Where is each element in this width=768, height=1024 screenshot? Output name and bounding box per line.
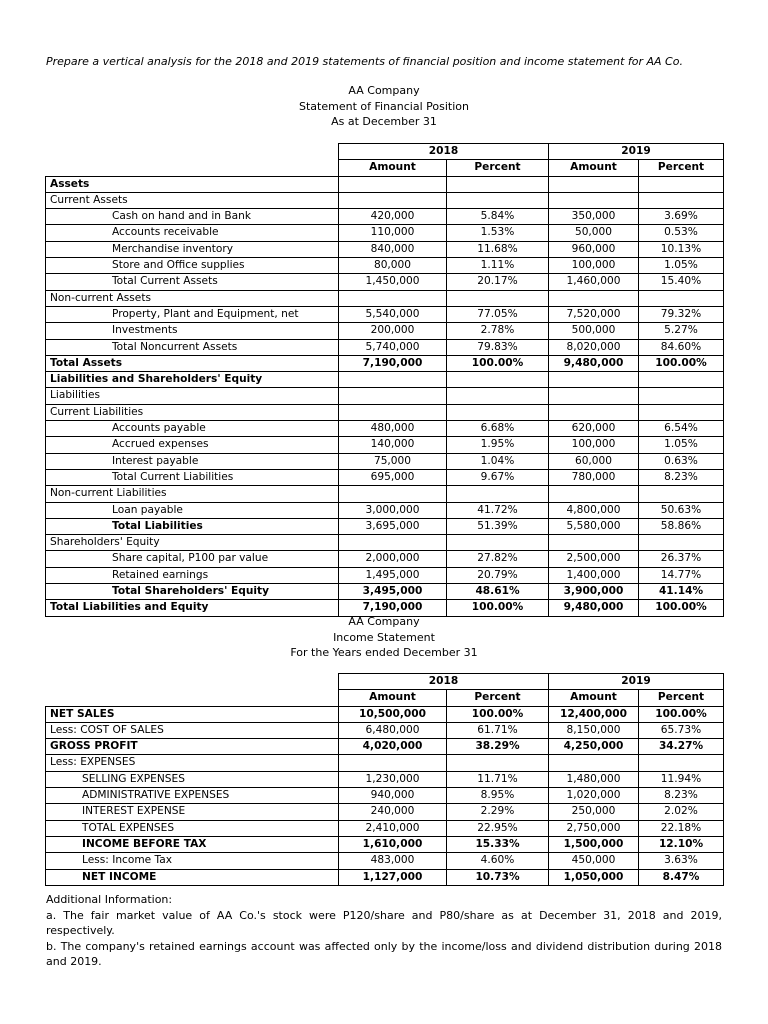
- percent-2018-cell: 1.04%: [447, 453, 549, 469]
- percent-2018-cell: 48.61%: [447, 584, 549, 600]
- additional-item-a: a. The fair market value of AA Co.'s stock were P120/share and P80/share as at December 31, 2018 and 2019, respectively.: [46, 908, 722, 937]
- amount-2018-cell: [339, 755, 447, 771]
- percent-2018-cell: 1.11%: [447, 258, 549, 274]
- amount-2019-cell: [549, 486, 639, 502]
- sfp-heading: [0, 83, 768, 130]
- amount-2019-cell: 1,020,000: [549, 788, 639, 804]
- is-percent-header-2018: Percent: [447, 690, 549, 706]
- additional-heading: Additional Information:: [46, 893, 173, 906]
- amount-2018-cell: 695,000: [339, 469, 447, 485]
- table-row: [46, 804, 724, 820]
- sfp-title: Statement of Financial Position: [299, 99, 469, 113]
- amount-2018-cell: [339, 192, 447, 208]
- percent-2018-cell: [447, 290, 549, 306]
- is-heading: [0, 614, 768, 661]
- percent-2019-cell: 3.63%: [639, 853, 724, 869]
- percent-2018-cell: 5.84%: [447, 209, 549, 225]
- percent-2018-cell: 79.83%: [447, 339, 549, 355]
- percent-2019-cell: [639, 388, 724, 404]
- percent-2019-cell: 8.47%: [639, 869, 724, 885]
- percent-2018-cell: 20.17%: [447, 274, 549, 290]
- row-label: Merchandise inventory: [46, 241, 339, 257]
- table-row: [46, 535, 724, 551]
- amount-2019-cell: 2,500,000: [549, 551, 639, 567]
- amount-2018-cell: 4,020,000: [339, 739, 447, 755]
- amount-2018-cell: [339, 404, 447, 420]
- row-label: INCOME BEFORE TAX: [46, 836, 339, 852]
- amount-2019-cell: 620,000: [549, 421, 639, 437]
- table-row: [46, 372, 724, 388]
- percent-header-2019: Percent: [639, 160, 724, 176]
- table-row: [46, 421, 724, 437]
- table-row: [46, 567, 724, 583]
- sfp-date: As at December 31: [331, 115, 437, 128]
- table-row: [46, 209, 724, 225]
- is-amount-header-2018: Amount: [339, 690, 447, 706]
- percent-2019-cell: 100.00%: [639, 706, 724, 722]
- table-row: [46, 258, 724, 274]
- row-label: Less: EXPENSES: [46, 755, 339, 771]
- amount-2019-cell: 8,020,000: [549, 339, 639, 355]
- percent-2018-cell: 100.00%: [447, 706, 549, 722]
- percent-2018-cell: 10.73%: [447, 869, 549, 885]
- percent-2019-cell: 79.32%: [639, 306, 724, 322]
- amount-2018-cell: 480,000: [339, 421, 447, 437]
- row-label: ADMINISTRATIVE EXPENSES: [46, 788, 339, 804]
- row-label: INTEREST EXPENSE: [46, 804, 339, 820]
- percent-2019-cell: 41.14%: [639, 584, 724, 600]
- table-row: [46, 722, 724, 738]
- row-label: Non-current Liabilities: [46, 486, 339, 502]
- amount-2019-cell: 450,000: [549, 853, 639, 869]
- percent-2019-cell: 6.54%: [639, 421, 724, 437]
- additional-information: [46, 892, 722, 970]
- percent-2018-cell: 22.95%: [447, 820, 549, 836]
- row-label: NET INCOME: [46, 869, 339, 885]
- percent-2019-cell: 12.10%: [639, 836, 724, 852]
- percent-2019-cell: 10.13%: [639, 241, 724, 257]
- amount-2018-cell: 2,000,000: [339, 551, 447, 567]
- income-statement-table: [45, 673, 724, 886]
- table-row: [46, 771, 724, 787]
- amount-2019-cell: 7,520,000: [549, 306, 639, 322]
- amount-2018-cell: [339, 486, 447, 502]
- amount-2018-cell: 940,000: [339, 788, 447, 804]
- amount-2018-cell: [339, 388, 447, 404]
- amount-2019-cell: 100,000: [549, 437, 639, 453]
- column-header-row: [46, 160, 724, 176]
- amount-2018-cell: 5,540,000: [339, 306, 447, 322]
- row-label: Loan payable: [46, 502, 339, 518]
- amount-2019-cell: 3,900,000: [549, 584, 639, 600]
- percent-2018-cell: 100.00%: [447, 600, 549, 616]
- row-label: Total Shareholders' Equity: [46, 584, 339, 600]
- percent-2018-cell: 20.79%: [447, 567, 549, 583]
- percent-2018-cell: 51.39%: [447, 518, 549, 534]
- amount-2019-cell: [549, 372, 639, 388]
- amount-2019-cell: 8,150,000: [549, 722, 639, 738]
- row-label: Current Liabilities: [46, 404, 339, 420]
- amount-2019-cell: [549, 388, 639, 404]
- row-label: Accrued expenses: [46, 437, 339, 453]
- amount-2018-cell: 1,495,000: [339, 567, 447, 583]
- percent-header-2018: Percent: [447, 160, 549, 176]
- percent-2018-cell: [447, 404, 549, 420]
- percent-2018-cell: 11.71%: [447, 771, 549, 787]
- amount-2018-cell: 80,000: [339, 258, 447, 274]
- table-row: [46, 306, 724, 322]
- percent-2019-cell: 0.53%: [639, 225, 724, 241]
- percent-2018-cell: [447, 535, 549, 551]
- percent-2019-cell: 65.73%: [639, 722, 724, 738]
- percent-2018-cell: 6.68%: [447, 421, 549, 437]
- year-2019-header: 2019: [549, 144, 724, 160]
- row-label: Accounts receivable: [46, 225, 339, 241]
- percent-2019-cell: 22.18%: [639, 820, 724, 836]
- row-label: Property, Plant and Equipment, net: [46, 306, 339, 322]
- table-row: [46, 388, 724, 404]
- percent-2019-cell: 100.00%: [639, 355, 724, 371]
- amount-2018-cell: [339, 535, 447, 551]
- percent-2019-cell: 50.63%: [639, 502, 724, 518]
- is-company: AA Company: [348, 615, 420, 628]
- percent-2018-cell: [447, 755, 549, 771]
- row-label: Store and Office supplies: [46, 258, 339, 274]
- row-label: TOTAL EXPENSES: [46, 820, 339, 836]
- additional-item-b: b. The company's retained earnings account was affected only by the income/loss and dividend distribution during 2018 and 2019.: [46, 939, 722, 968]
- amount-2018-cell: 1,450,000: [339, 274, 447, 290]
- amount-2018-cell: 110,000: [339, 225, 447, 241]
- amount-2019-cell: 1,500,000: [549, 836, 639, 852]
- percent-2018-cell: 9.67%: [447, 469, 549, 485]
- row-label: Total Current Liabilities: [46, 469, 339, 485]
- amount-2019-cell: [549, 290, 639, 306]
- amount-2019-cell: [549, 404, 639, 420]
- row-label: Assets: [46, 176, 339, 192]
- row-label: Liabilities and Shareholders' Equity: [46, 372, 339, 388]
- amount-2018-cell: 10,500,000: [339, 706, 447, 722]
- amount-2019-cell: 350,000: [549, 209, 639, 225]
- amount-2019-cell: 100,000: [549, 258, 639, 274]
- percent-2019-cell: [639, 486, 724, 502]
- percent-2019-cell: 1.05%: [639, 258, 724, 274]
- year-header-row: [46, 144, 724, 160]
- percent-2019-cell: 5.27%: [639, 323, 724, 339]
- is-year-2018-header: 2018: [339, 674, 549, 690]
- table-row: [46, 518, 724, 534]
- table-row: [46, 339, 724, 355]
- is-column-header-row: [46, 690, 724, 706]
- percent-2018-cell: 2.29%: [447, 804, 549, 820]
- row-label: Total Current Assets: [46, 274, 339, 290]
- amount-2018-cell: 6,480,000: [339, 722, 447, 738]
- percent-2019-cell: [639, 176, 724, 192]
- percent-2018-cell: [447, 388, 549, 404]
- percent-2018-cell: 27.82%: [447, 551, 549, 567]
- amount-2019-cell: [549, 535, 639, 551]
- row-label: Accounts payable: [46, 421, 339, 437]
- amount-2019-cell: 4,250,000: [549, 739, 639, 755]
- percent-2019-cell: [639, 404, 724, 420]
- percent-2019-cell: 3.69%: [639, 209, 724, 225]
- amount-2019-cell: 1,400,000: [549, 567, 639, 583]
- amount-2018-cell: 840,000: [339, 241, 447, 257]
- table-row: [46, 241, 724, 257]
- percent-2019-cell: 100.00%: [639, 600, 724, 616]
- financial-position-table: [45, 143, 724, 617]
- percent-2019-cell: 14.77%: [639, 567, 724, 583]
- row-label: Total Liabilities and Equity: [46, 600, 339, 616]
- table-row: [46, 788, 724, 804]
- percent-2019-cell: 58.86%: [639, 518, 724, 534]
- percent-2018-cell: 2.78%: [447, 323, 549, 339]
- row-label: Retained earnings: [46, 567, 339, 583]
- percent-2018-cell: 8.95%: [447, 788, 549, 804]
- percent-2019-cell: 15.40%: [639, 274, 724, 290]
- row-label: Investments: [46, 323, 339, 339]
- table-row: [46, 869, 724, 885]
- table-row: [46, 706, 724, 722]
- amount-2019-cell: [549, 755, 639, 771]
- row-label: Share capital, P100 par value: [46, 551, 339, 567]
- row-label: Interest payable: [46, 453, 339, 469]
- table-row: [46, 404, 724, 420]
- table-row: [46, 355, 724, 371]
- percent-2018-cell: 1.95%: [447, 437, 549, 453]
- percent-2018-cell: [447, 486, 549, 502]
- row-label: Current Assets: [46, 192, 339, 208]
- amount-2018-cell: 3,000,000: [339, 502, 447, 518]
- amount-2018-cell: 1,127,000: [339, 869, 447, 885]
- is-year-header-row: [46, 674, 724, 690]
- table-row: [46, 323, 724, 339]
- row-label: Liabilities: [46, 388, 339, 404]
- amount-2019-cell: 1,050,000: [549, 869, 639, 885]
- percent-2019-cell: 34.27%: [639, 739, 724, 755]
- percent-2019-cell: 11.94%: [639, 771, 724, 787]
- row-label: Cash on hand and in Bank: [46, 209, 339, 225]
- percent-2018-cell: [447, 176, 549, 192]
- table-row: [46, 225, 724, 241]
- table-row: [46, 836, 724, 852]
- amount-2018-cell: 5,740,000: [339, 339, 447, 355]
- percent-2019-cell: 26.37%: [639, 551, 724, 567]
- table-row: [46, 192, 724, 208]
- percent-2019-cell: [639, 755, 724, 771]
- row-label: Total Assets: [46, 355, 339, 371]
- amount-2019-cell: 2,750,000: [549, 820, 639, 836]
- amount-2018-cell: 3,495,000: [339, 584, 447, 600]
- amount-2019-cell: 12,400,000: [549, 706, 639, 722]
- percent-2019-cell: [639, 535, 724, 551]
- table-row: [46, 274, 724, 290]
- percent-2018-cell: 11.68%: [447, 241, 549, 257]
- percent-2019-cell: [639, 192, 724, 208]
- percent-2018-cell: 4.60%: [447, 853, 549, 869]
- amount-2018-cell: 200,000: [339, 323, 447, 339]
- amount-2018-cell: 1,610,000: [339, 836, 447, 852]
- percent-2019-cell: 1.05%: [639, 437, 724, 453]
- percent-2019-cell: [639, 290, 724, 306]
- percent-2018-cell: 38.29%: [447, 739, 549, 755]
- amount-2018-cell: 140,000: [339, 437, 447, 453]
- amount-2018-cell: 2,410,000: [339, 820, 447, 836]
- year-2018-header: 2018: [339, 144, 549, 160]
- percent-2018-cell: 61.71%: [447, 722, 549, 738]
- percent-2018-cell: 41.72%: [447, 502, 549, 518]
- amount-2018-cell: 75,000: [339, 453, 447, 469]
- row-label: Shareholders' Equity: [46, 535, 339, 551]
- row-label: Total Liabilities: [46, 518, 339, 534]
- amount-2019-cell: 4,800,000: [549, 502, 639, 518]
- row-label: Less: COST OF SALES: [46, 722, 339, 738]
- percent-2018-cell: 15.33%: [447, 836, 549, 852]
- table-row: [46, 502, 724, 518]
- row-label: Less: Income Tax: [46, 853, 339, 869]
- percent-2018-cell: 100.00%: [447, 355, 549, 371]
- amount-2019-cell: 60,000: [549, 453, 639, 469]
- amount-header-2019: Amount: [549, 160, 639, 176]
- amount-2018-cell: [339, 290, 447, 306]
- percent-2019-cell: 8.23%: [639, 788, 724, 804]
- amount-2019-cell: 5,580,000: [549, 518, 639, 534]
- table-row: [46, 469, 724, 485]
- row-label: Total Noncurrent Assets: [46, 339, 339, 355]
- amount-2019-cell: 960,000: [549, 241, 639, 257]
- is-date: For the Years ended December 31: [290, 646, 478, 659]
- percent-2018-cell: 1.53%: [447, 225, 549, 241]
- table-row: [46, 739, 724, 755]
- amount-2019-cell: 250,000: [549, 804, 639, 820]
- is-amount-header-2019: Amount: [549, 690, 639, 706]
- amount-2019-cell: 1,480,000: [549, 771, 639, 787]
- instruction-text: Prepare a vertical analysis for the 2018 and 2019 statements of financial position and income statement for AA Co.: [46, 55, 683, 68]
- table-row: [46, 290, 724, 306]
- row-label: SELLING EXPENSES: [46, 771, 339, 787]
- sfp-company: AA Company: [348, 84, 420, 97]
- table-row: [46, 755, 724, 771]
- amount-2018-cell: 3,695,000: [339, 518, 447, 534]
- table-row: [46, 176, 724, 192]
- amount-2018-cell: [339, 372, 447, 388]
- percent-2018-cell: [447, 372, 549, 388]
- amount-2018-cell: [339, 176, 447, 192]
- amount-2019-cell: 9,480,000: [549, 600, 639, 616]
- amount-2018-cell: 7,190,000: [339, 355, 447, 371]
- amount-2019-cell: 1,460,000: [549, 274, 639, 290]
- row-label: GROSS PROFIT: [46, 739, 339, 755]
- amount-2019-cell: [549, 192, 639, 208]
- percent-2019-cell: 2.02%: [639, 804, 724, 820]
- amount-2018-cell: 420,000: [339, 209, 447, 225]
- is-percent-header-2019: Percent: [639, 690, 724, 706]
- percent-2018-cell: [447, 192, 549, 208]
- percent-2019-cell: [639, 372, 724, 388]
- percent-2019-cell: 84.60%: [639, 339, 724, 355]
- table-row: [46, 584, 724, 600]
- amount-2019-cell: 50,000: [549, 225, 639, 241]
- is-title: Income Statement: [333, 630, 435, 644]
- is-year-2019-header: 2019: [549, 674, 724, 690]
- amount-header-2018: Amount: [339, 160, 447, 176]
- table-row: [46, 486, 724, 502]
- table-row: [46, 453, 724, 469]
- table-row: [46, 437, 724, 453]
- percent-2018-cell: 77.05%: [447, 306, 549, 322]
- table-row: [46, 551, 724, 567]
- amount-2019-cell: 780,000: [549, 469, 639, 485]
- amount-2019-cell: [549, 176, 639, 192]
- table-row: [46, 853, 724, 869]
- amount-2018-cell: 7,190,000: [339, 600, 447, 616]
- percent-2019-cell: 0.63%: [639, 453, 724, 469]
- percent-2019-cell: 8.23%: [639, 469, 724, 485]
- amount-2018-cell: 483,000: [339, 853, 447, 869]
- amount-2018-cell: 240,000: [339, 804, 447, 820]
- row-label: Non-current Assets: [46, 290, 339, 306]
- table-row: [46, 820, 724, 836]
- row-label: NET SALES: [46, 706, 339, 722]
- amount-2019-cell: 9,480,000: [549, 355, 639, 371]
- amount-2019-cell: 500,000: [549, 323, 639, 339]
- amount-2018-cell: 1,230,000: [339, 771, 447, 787]
